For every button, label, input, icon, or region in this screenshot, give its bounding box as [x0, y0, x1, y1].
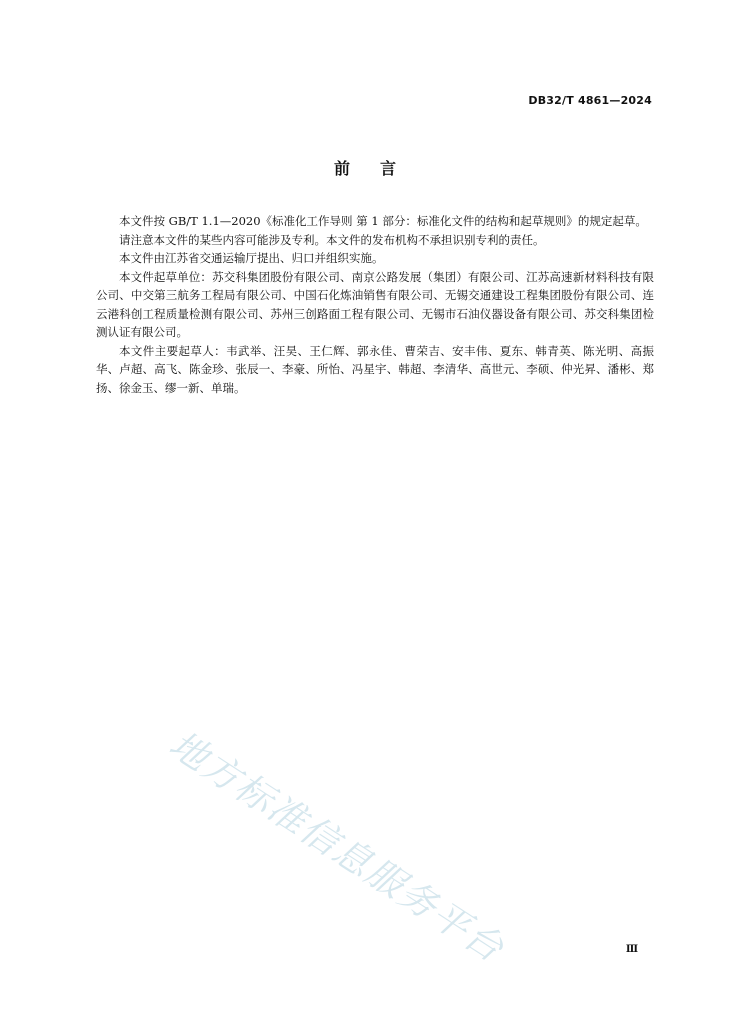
paragraph-drafters: 本文件主要起草人：韦武举、汪昊、王仁辉、郭永佳、曹荣吉、安丰伟、夏东、韩青英、陈光明、高振华、卢超、高飞、陈金珍、张辰一、李豪、所怡、冯星宇、韩超、李清华、高世元、李硕、仲光昇、潘彬、郑扬、徐金玉、缪一新、单瑞。 [96, 343, 654, 395]
paragraph-proposer: 本文件由江苏省交通运输厅提出、归口并组织实施。 [119, 251, 384, 265]
page-title: 前言 [333, 159, 426, 178]
page-number: Ⅲ [625, 944, 638, 955]
paragraph-drafting-rules: 本文件按 GB/T 1.1—2020《标准化工作导则 第 1 部分：标准化文件的结构和起草规则》的规定起草。 [119, 214, 647, 228]
paragraph-drafting-units: 本文件起草单位：苏交科集团股份有限公司、南京公路发展（集团）有限公司、江苏高速新材料科技有限公司、中交第三航务工程局有限公司、中国石化炼油销售有限公司、无锡交通建设工程集团股份有限公司、连云港科创工程质量检测有限公司、苏州三创路面工程有限公司、无锡市石油仪器设备有限公司、苏交科集团检测认证有限公司。 [96, 269, 654, 339]
watermark: 地方标准信息服务平台 [161, 722, 513, 972]
paragraph-patent-notice: 请注意本文件的某些内容可能涉及专利。本文件的发布机构不承担识别专利的责任。 [119, 232, 545, 247]
preface-body [96, 212, 654, 397]
document-code: DB32/T 4861—2024 [528, 94, 652, 107]
